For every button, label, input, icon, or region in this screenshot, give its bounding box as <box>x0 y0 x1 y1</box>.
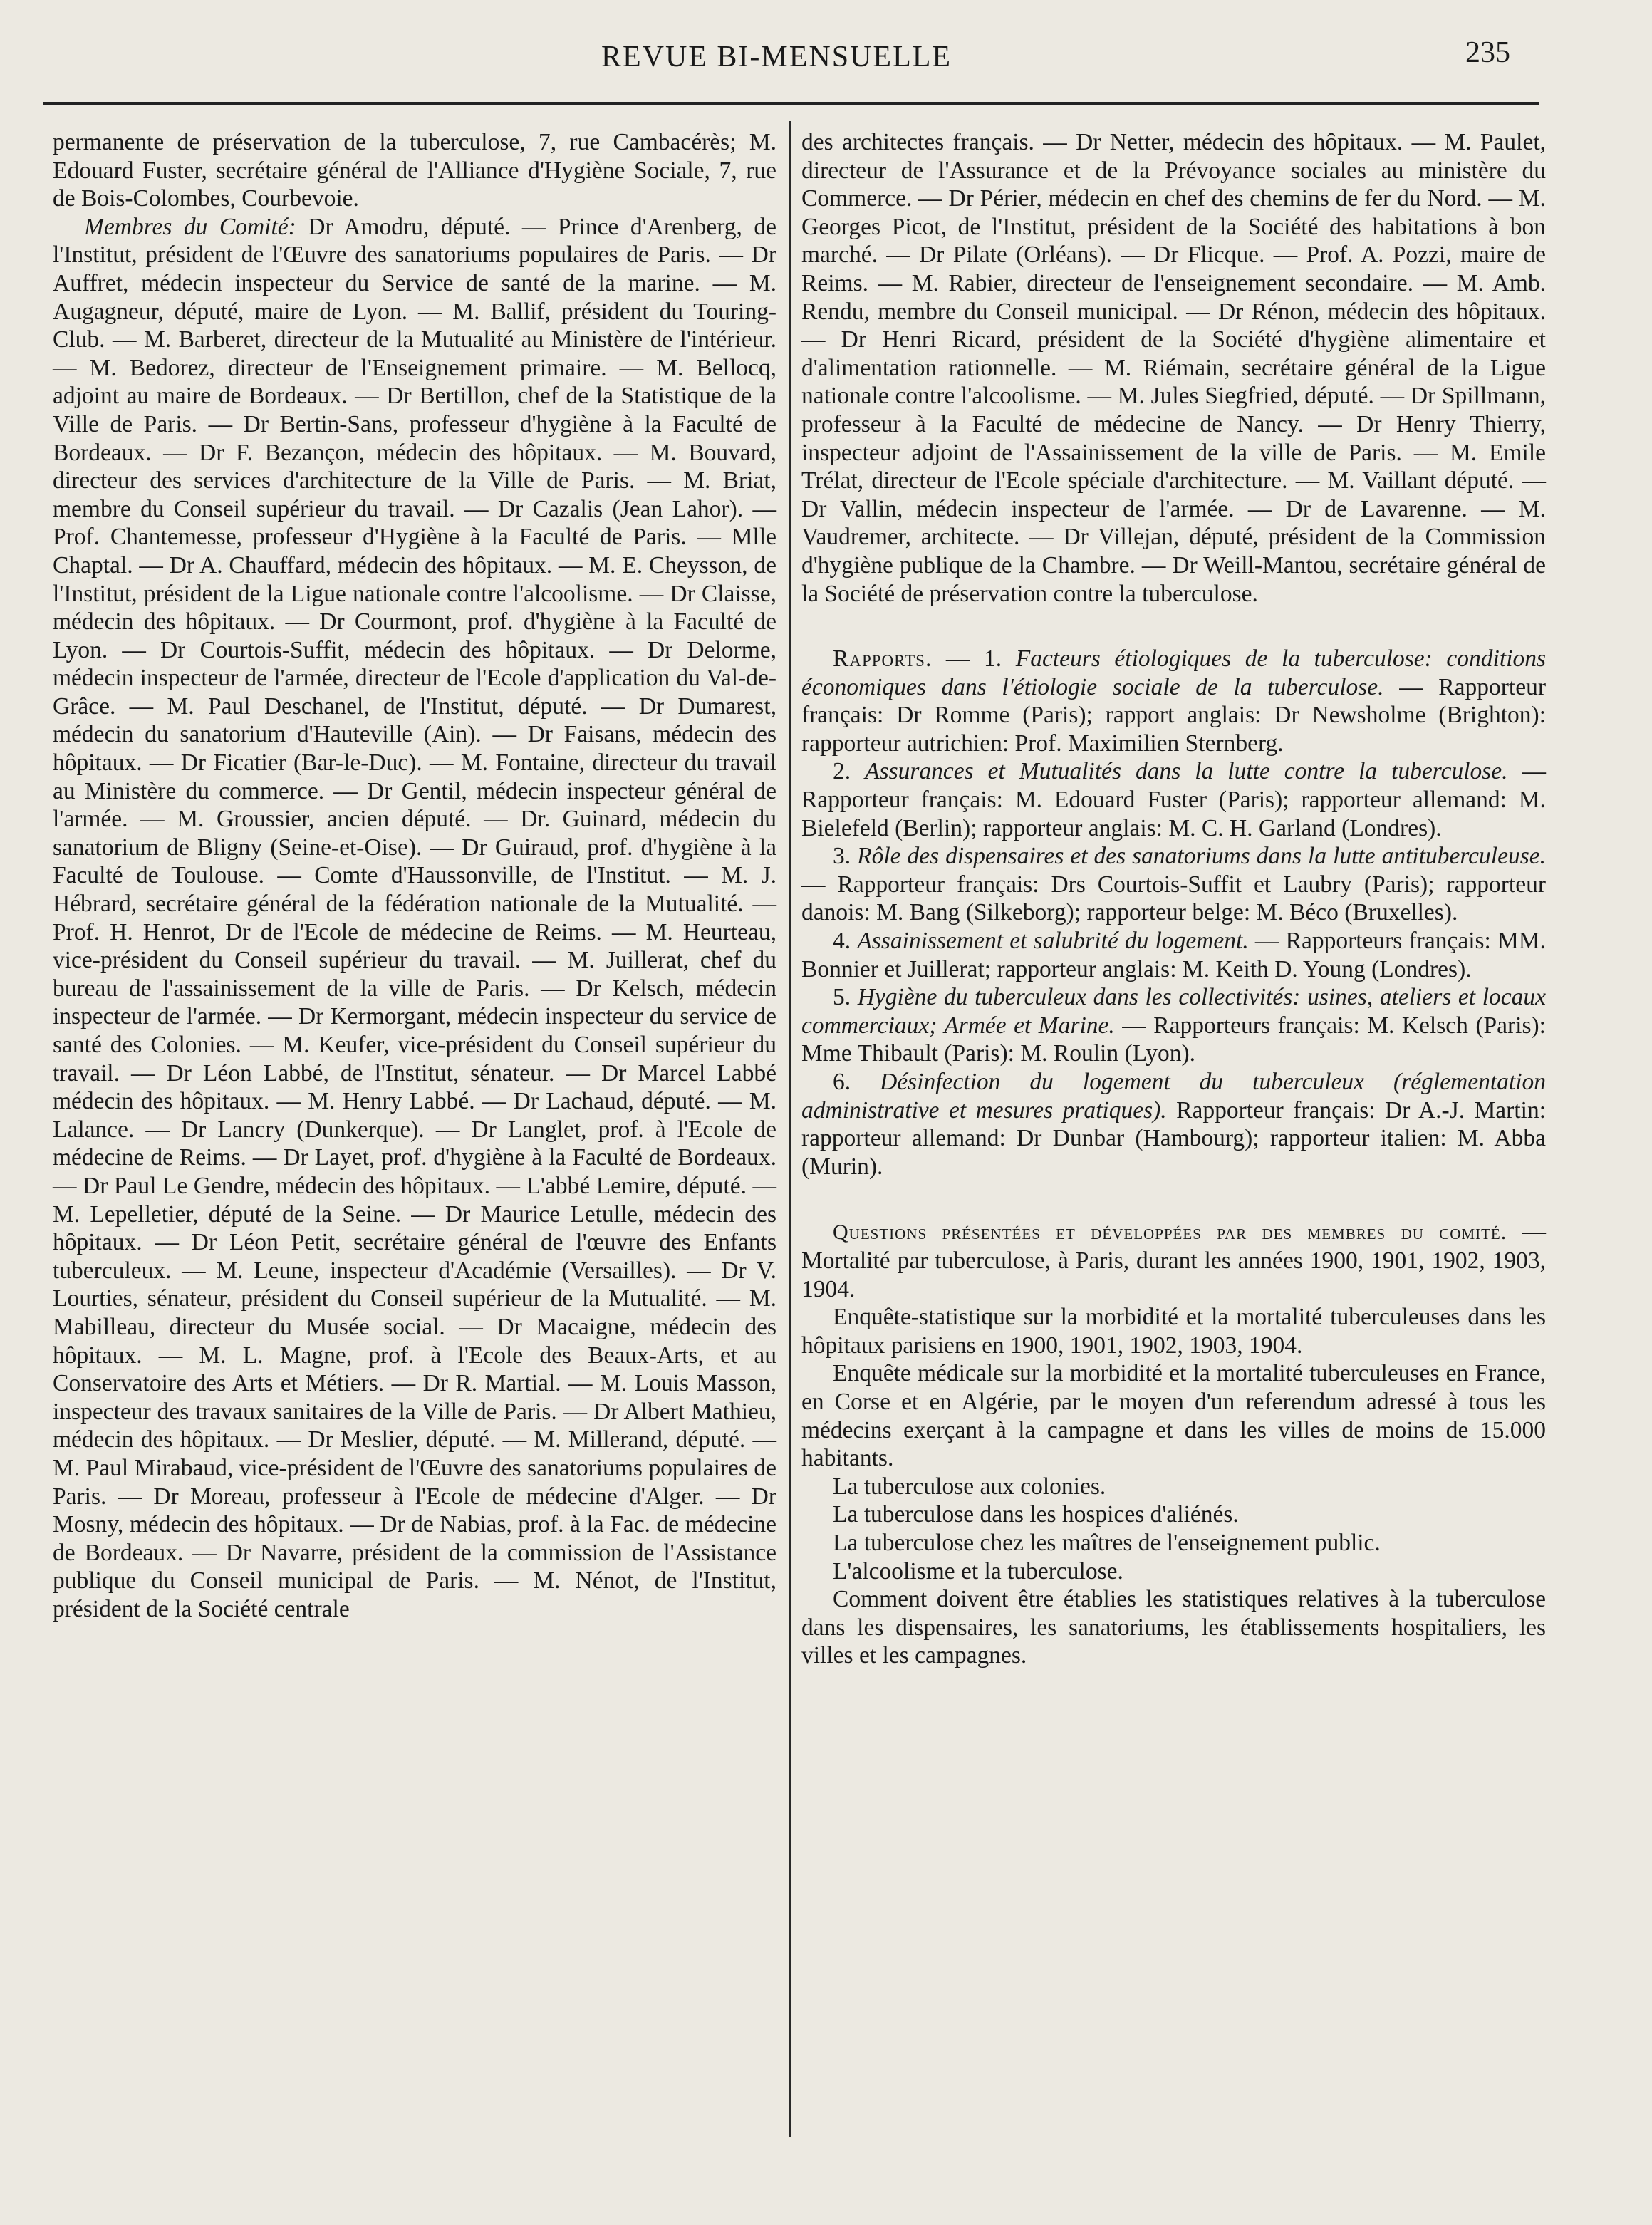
report-2-text: — Rapporteur français: M. Edouard Fuster (Paris); rapporteur allemand: M. Bielefeld (Berlin); rapporteur anglais: M. C. H. Garland (Londres). <box>801 758 1547 841</box>
report-5-text: — Rapporteurs français: M. Kelsch (Paris): Mme Thibault (Paris): M. Roulin (Lyon). <box>801 1012 1546 1067</box>
report-6-text: Rapporteur français: Dr A.-J. Martin: rapporteur allemand: Dr Dunbar (Hambourg); rapporteur italien: M. Abba (Murin). <box>801 1096 1546 1180</box>
report-1-title: Facteurs étiologiques de la tuberculose: conditions économiques dans l'étiologie sociale de la tuberculose. <box>801 645 1546 700</box>
report-5-title: Hygiène du tuberculeux dans les collectivités: usines, ateliers et locaux commerciaux; Armée et Marine. <box>801 984 1547 1039</box>
paragraph-intro: permanente de préservation de la tuberculose, 7, rue Cambacérès; M. Edouard Fuster, secrétaire général de l'Alliance d'Hygiène Sociale, 7, rue de Bois-Colombes, Courbevoie. <box>53 129 776 212</box>
report-4: 4. Assainissement et salubrité du logement. — Rapporteurs français: MM. Bonnier et Juillerat; rapporteur anglais: M. Keith D. Young (Londres). <box>801 928 1546 982</box>
committee-members: Dr Amodru, député. — Prince d'Arenberg, de l'Institut, président de l'Œuvre des sanatoriums populaires de Paris. — Dr Auffret, médecin inspecteur du Service de santé de la marine. — M. Augagneur, député, maire de Lyon. — M. Ballif, président du Touring-Club. — M. Barberet, directeur de la Mutualité au Ministère de l'intérieur. — M. Bedorez, directeur de l'Enseignement primaire. — M. Bellocq, adjoint au maire de Bordeaux. — Dr Bertillon, chef de la Statistique de la Ville de Paris. — Dr Bertin-Sans, professeur d'hygiène à la Faculté de Bordeaux. — Dr F. Bezançon, médecin des hôpitaux. — M. Bouvard, directeur des services d'architecture de la Ville de Paris. — M. Briat, membre du Conseil supérieur du travail. — Dr Cazalis (Jean Lahor). — Prof. Chantemesse, professeur d'Hygiène à la Faculté de Paris. — Mlle Chaptal. — Dr A. Chauffard, médecin des hôpitaux. — M. E. Cheysson, de l'Institut, président de la Ligue nationale contre l'alcoolisme. — Dr Claisse, médecin des hôpitaux. — Dr Courmont, prof. d'hygiène à la Faculté de Lyon. — Dr Courtois-Suffit, médecin des hôpitaux. — Dr Delorme, médecin inspecteur de l'armée, directeur de l'Ecole d'application du Val-de-Grâce. — M. Paul Deschanel, de l'Institut, député. — Dr Dumarest, médecin du sanatorium d'Hauteville (Ain). — Dr Faisans, médecin des hôpitaux. — Dr Ficatier (Bar-le-Duc). — M. Fontaine, directeur du travail au Ministère du commerce. — Dr Gentil, médecin inspecteur général de l'armée. — M. Groussier, ancien député. — Dr. Guinard, médecin du sanatorium de Bligny (Seine-et-Oise). — Dr Guiraud, prof. d'hygiène à la Faculté de Toulouse. — Comte d'Haussonville, de l'Institut. — M. J. Hébrard, secrétaire général de la fédération nationale de la Mutualité. — Prof. H. Henrot, Dr de l'Ecole de médecine de Reims. — M. Heurteau, vice-président du Conseil supérieur du travail. — M. Juillerat, chef du bureau de l'assainissement de la ville de Paris. — Dr Kelsch, médecin inspecteur de l'armée. — Dr Kermorgant, médecin inspecteur du service de santé des Colonies. — M. Keufer, vice-président du Conseil supérieur du travail. — Dr Léon Labbé, de l'Institut, sénateur. — Dr Marcel Labbé médecin des hôpitaux. — M. Henry Labbé. — Dr Lachaud, député. — M. Lalance. — Dr Lancry (Dunkerque). — Dr Langlet, prof. à l'Ecole de médecine de Reims. — Dr Layet, prof. d'hygiène à la Faculté de Bordeaux. — Dr Paul Le Gendre, médecin des hôpitaux. — L'abbé Lemire, député. — M. Lepelletier, député de la Seine. — Dr Maurice Letulle, médecin des hôpitaux. — Dr Léon Petit, secrétaire général de l'œuvre des Enfants tuberculeux. — M. Leune, inspecteur d'Académie (Versailles). — Dr V. Lourties, sénateur, président du Conseil supérieur de la Mutualité. — M. Mabilleau, directeur du Musée social. — Dr Macaigne, médecin des hôpitaux. — M. L. Magne, prof. à l'Ecole des Beaux-Arts, et au Conservatoire des Arts et Métiers. — Dr R. Martial. — M. Louis Masson, inspecteur des travaux sanitaires de la Ville de Paris. — Dr Albert Mathieu, médecin des hôpitaux. — Dr Meslier, député. — M. Millerand, député. — M. Paul Mirabaud, vice-président de l'Œuvre des sanatoriums populaires de Paris. — Dr Moreau, professeur à l'Ecole de médecine d'Alger. — Dr Mosny, médecin des hôpitaux. — Dr de Nabias, prof. à la Fac. de médecine de Bordeaux. — Dr Navarre, président de la commission de l'Assistance publique du Conseil municipal de Paris. — M. Nénot, de l'Institut, président de la Société centrale <box>53 213 777 1622</box>
question-3: Enquête médicale sur la morbidité et la mortalité tuberculeuses en France, en Corse et en Algérie, par le moyen d'un referendum adressé à tous les médecins exerçant à la campagne et dans les villes de moins de 15.000 habitants. <box>801 1360 1546 1472</box>
question-7: L'alcoolisme et la tuberculose. <box>833 1557 1123 1585</box>
report-3-text: — Rapporteur français: Drs Courtois-Suffit et Laubry (Paris); rapporteur danois: M. Bang (Silkeborg); rapporteur belge: M. Béco (Bruxelles). <box>801 871 1546 926</box>
report-6-title: Désinfection du logement du tuberculeux (réglementation administrative et mesures pratiques). <box>801 1069 1546 1124</box>
report-6: 6. Désinfection du logement du tuberculeux (réglementation administrative et mesures pratiques). Rapporteur français: Dr A.-J. Martin: rapporteur allemand: Dr Dunbar (Hambourg); rapporteur italien: M. Abba (Murin). <box>801 1069 1546 1180</box>
question-4: La tuberculose aux colonies. <box>833 1473 1106 1500</box>
question-1 <box>801 1218 1546 1303</box>
report-4-text: — Rapporteurs français: MM. Bonnier et Juillerat; rapporteur anglais: M. Keith D. Young (Londres). <box>801 928 1546 982</box>
report-1-text: — Rapporteur français: Dr Romme (Paris); rapport anglais: Dr Newsholme (Brighton): rapporteur autrichien: Prof. Maximilien Sternberg. <box>801 673 1547 757</box>
running-title: REVUE BI-MENSUELLE <box>601 41 952 73</box>
report-2: 2. Assurances et Mutualités dans la lutte contre la tuberculose. — Rapporteur français: M. Edouard Fuster (Paris); rapporteur allemand: M. Bielefeld (Berlin); rapporteur anglais: M. C. H. Garland (Londres). <box>801 758 1547 841</box>
left-column <box>53 128 776 1623</box>
report-5: 5. Hygiène du tuberculeux dans les collectivités: usines, ateliers et locaux commerciaux; Armée et Marine. — Rapporteurs français: M. Kelsch (Paris): Mme Thibault (Paris): M. Roulin (Lyon). <box>801 984 1547 1067</box>
page-header <box>43 36 1510 78</box>
page-number: 235 <box>1465 36 1510 69</box>
report-3: 3. Rôle des dispensaires et des sanatoriums dans la lutte antituberculeuse. — Rapporteur français: Drs Courtois-Suffit et Laubry (Paris); rapporteur danois: M. Bang (Silkeborg); rapporteur belge: M. Béco (Bruxelles). <box>801 843 1546 926</box>
question-8: Comment doivent être établies les statistiques relatives à la tuberculose dans les dispensaires, les sanatoriums, les établissements hospitaliers, les villes et les campagnes. <box>801 1586 1546 1669</box>
header-rule <box>43 102 1539 105</box>
paragraph-committee <box>53 213 776 1624</box>
right-column <box>801 128 1546 1670</box>
question-1-text: — Mortalité par tuberculose, à Paris, durant les années 1900, 1901, 1902, 1903, 1904. <box>801 1218 1546 1302</box>
report-2-title: Assurances et Mutualités dans la lutte contre la tuberculose. <box>865 758 1508 785</box>
report-1: Rapports. — 1. Facteurs étiologiques de la tuberculose: conditions économiques dans l'étiologie sociale de la tuberculose. — Rapporteur français: Dr Romme (Paris); rapport anglais: Dr Newsholme (Brighton): rapporteur autrichien: Prof. Maximilien Sternberg. <box>801 645 1547 757</box>
report-4-title: Assainissement et salubrité du logement. <box>857 928 1249 955</box>
rapports-label: Rapports. <box>833 645 933 673</box>
question-5: La tuberculose dans les hospices d'aliénés. <box>833 1501 1239 1528</box>
questions-label: Questions présentées et développées par des membres du comité. <box>833 1220 1507 1245</box>
question-2: Enquête-statistique sur la morbidité et la mortalité tuberculeuses dans les hôpitaux parisiens en 1900, 1901, 1902, 1903, 1904. <box>801 1304 1546 1359</box>
question-6: La tuberculose chez les maîtres de l'enseignement public. <box>833 1529 1381 1556</box>
paragraph-committee-cont: des architectes français. — Dr Netter, médecin des hôpitaux. — M. Paulet, directeur de l'Assurance et de la Prévoyance sociales au ministère du Commerce. — Dr Périer, médecin en chef des chemins de fer du Nord. — M. Georges Picot, de l'Institut, président de la Société des habitations à bon marché. — Dr Pilate (Orléans). — Dr Flicque. — Prof. A. Pozzi, maire de Reims. — M. Rabier, directeur de l'enseignement secondaire. — M. Amb. Rendu, membre du Conseil municipal. — Dr Rénon, médecin des hôpitaux. — Dr Henri Ricard, président de la Société d'hygiène alimentaire et d'alimentation rationnelle. — M. Riémain, secrétaire général de la Ligue nationale contre l'alcoolisme. — M. Jules Siegfried, député. — Dr Spillmann, professeur à la Faculté de médecine de Nancy. — Dr Henry Thierry, inspecteur adjoint de l'Assainissement de la ville de Paris. — M. Emile Trélat, directeur de l'Ecole spéciale d'architecture. — M. Vaillant député. — Dr Vallin, médecin inspecteur de l'armée. — Dr de Lavarenne. — M. Vaudremer, architecte. — Dr Villejan, député, président de la Commission d'hygiène publique de la Chambre. — Dr Weill-Mantou, secrétaire général de la Société de préservation contre la tuberculose. <box>801 129 1546 607</box>
column-divider <box>789 121 791 2137</box>
committee-label: Membres du Comité: <box>84 213 296 240</box>
report-3-title: Rôle des dispensaires et des sanatoriums dans la lutte antituberculeuse. <box>857 843 1546 870</box>
